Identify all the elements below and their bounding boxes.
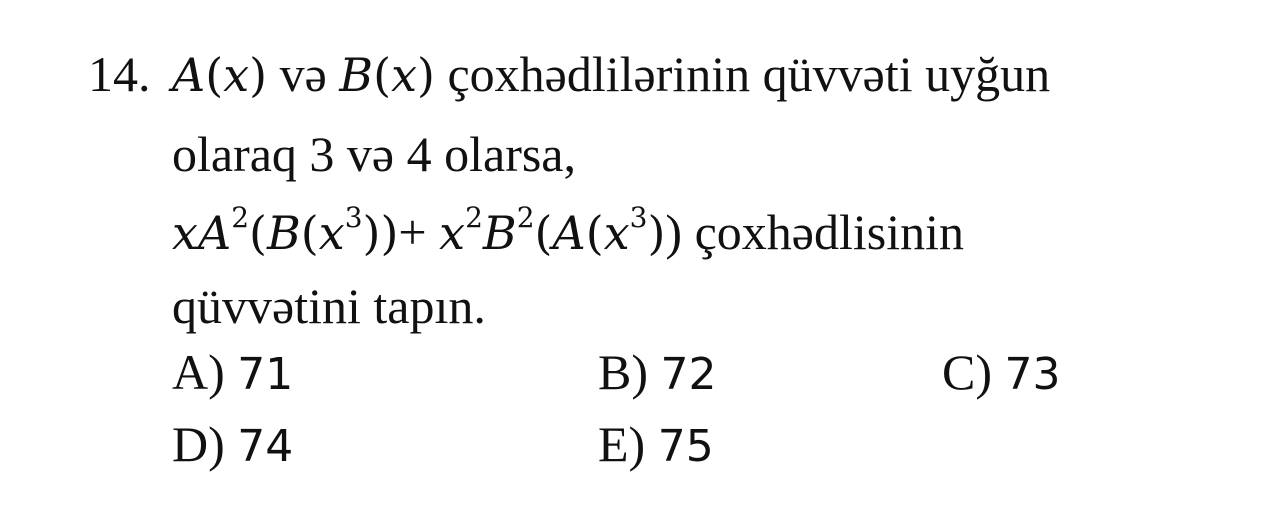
- line3-text: çoxhədlisinin: [694, 204, 964, 260]
- conjunction: və: [279, 46, 327, 102]
- math-expression: $xA^2(B(x^3))+ x^2B^2(A(x^3))$: [172, 201, 683, 260]
- option-b[interactable]: B) 72: [598, 344, 717, 400]
- question-number: 14.: [88, 46, 151, 102]
- line1-text: çoxhədlilərinin qüvvəti uyğun: [447, 46, 1051, 102]
- option-d[interactable]: D) 74: [172, 416, 294, 472]
- question-line-1: A(x) və B(x) çoxhədlilərinin qüvvəti uyğun: [172, 46, 1051, 102]
- math-A: A: [172, 48, 206, 102]
- option-e[interactable]: E) 75: [598, 416, 714, 472]
- option-c[interactable]: C) 73: [942, 344, 1061, 400]
- question-line-3: [172, 202, 964, 263]
- question-line-4: qüvvətini tapın.: [172, 278, 486, 334]
- option-a[interactable]: A) 71: [172, 344, 294, 400]
- question-line-2: olaraq 3 və 4 olarsa,: [172, 126, 577, 182]
- math-B: B: [339, 48, 374, 102]
